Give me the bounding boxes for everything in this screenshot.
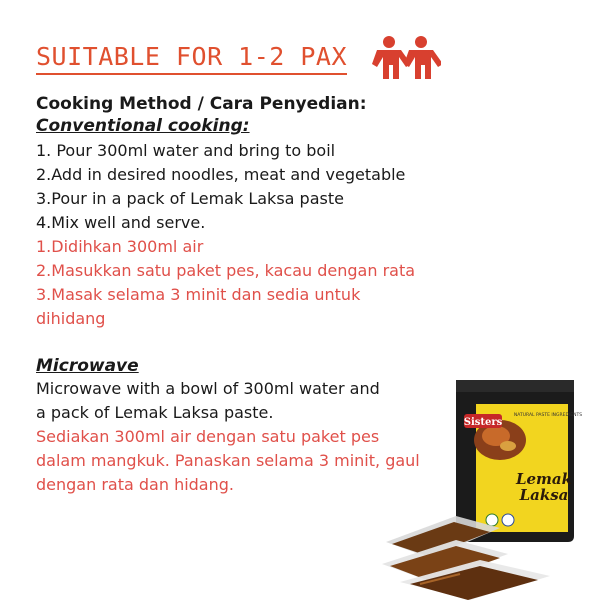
list-item: 1.Didihkan 300ml air [36, 237, 204, 256]
microwave-steps-ms [36, 425, 436, 497]
header [36, 36, 441, 80]
product-name-line2: Laksa [519, 486, 569, 504]
product-name-line1: Lemak [515, 470, 573, 488]
method-heading: Cooking Method / Cara Penyedian: [36, 94, 367, 114]
list-item: 2.Masukkan satu paket pes, kacau dengan rata [36, 261, 416, 280]
conventional-steps-en [36, 139, 436, 235]
list-item: 1. Pour 300ml water and bring to boil [36, 141, 336, 160]
list-item: dengan rata dan hidang. [36, 475, 234, 494]
brand-logo: Sisters [463, 417, 503, 428]
list-item: Sediakan 300ml air dengan satu paket pes [36, 427, 380, 446]
list-item: 4.Mix well and serve. [36, 213, 206, 232]
list-item: dalam mangkuk. Panaskan selama 3 minit, gaul [36, 451, 420, 470]
list-item: a pack of Lemak Laksa paste. [36, 403, 274, 422]
product-image [380, 372, 600, 600]
list-item: 3.Pour in a pack of Lemak Laksa paste [36, 189, 344, 208]
list-item: 3.Masak selama 3 minit dan sedia untuk [36, 285, 361, 304]
microwave-steps-en [36, 377, 436, 425]
microwave-title: Microwave [36, 356, 139, 376]
serving-size-title: SUITABLE FOR 1-2 PAX [36, 42, 347, 75]
list-item: dihidang [36, 309, 106, 328]
conventional-steps-ms [36, 235, 436, 331]
pouch [456, 380, 582, 542]
cooking-instructions [36, 93, 436, 497]
list-item: 2.Add in desired noodles, meat and vegetable [36, 165, 406, 184]
conventional-title: Conventional cooking: [36, 116, 250, 136]
product-tagline: NATURAL PASTE INGREDIENTS [513, 413, 583, 418]
two-people-icon [369, 36, 441, 80]
list-item: Microwave with a bowl of 300ml water and [36, 379, 380, 398]
